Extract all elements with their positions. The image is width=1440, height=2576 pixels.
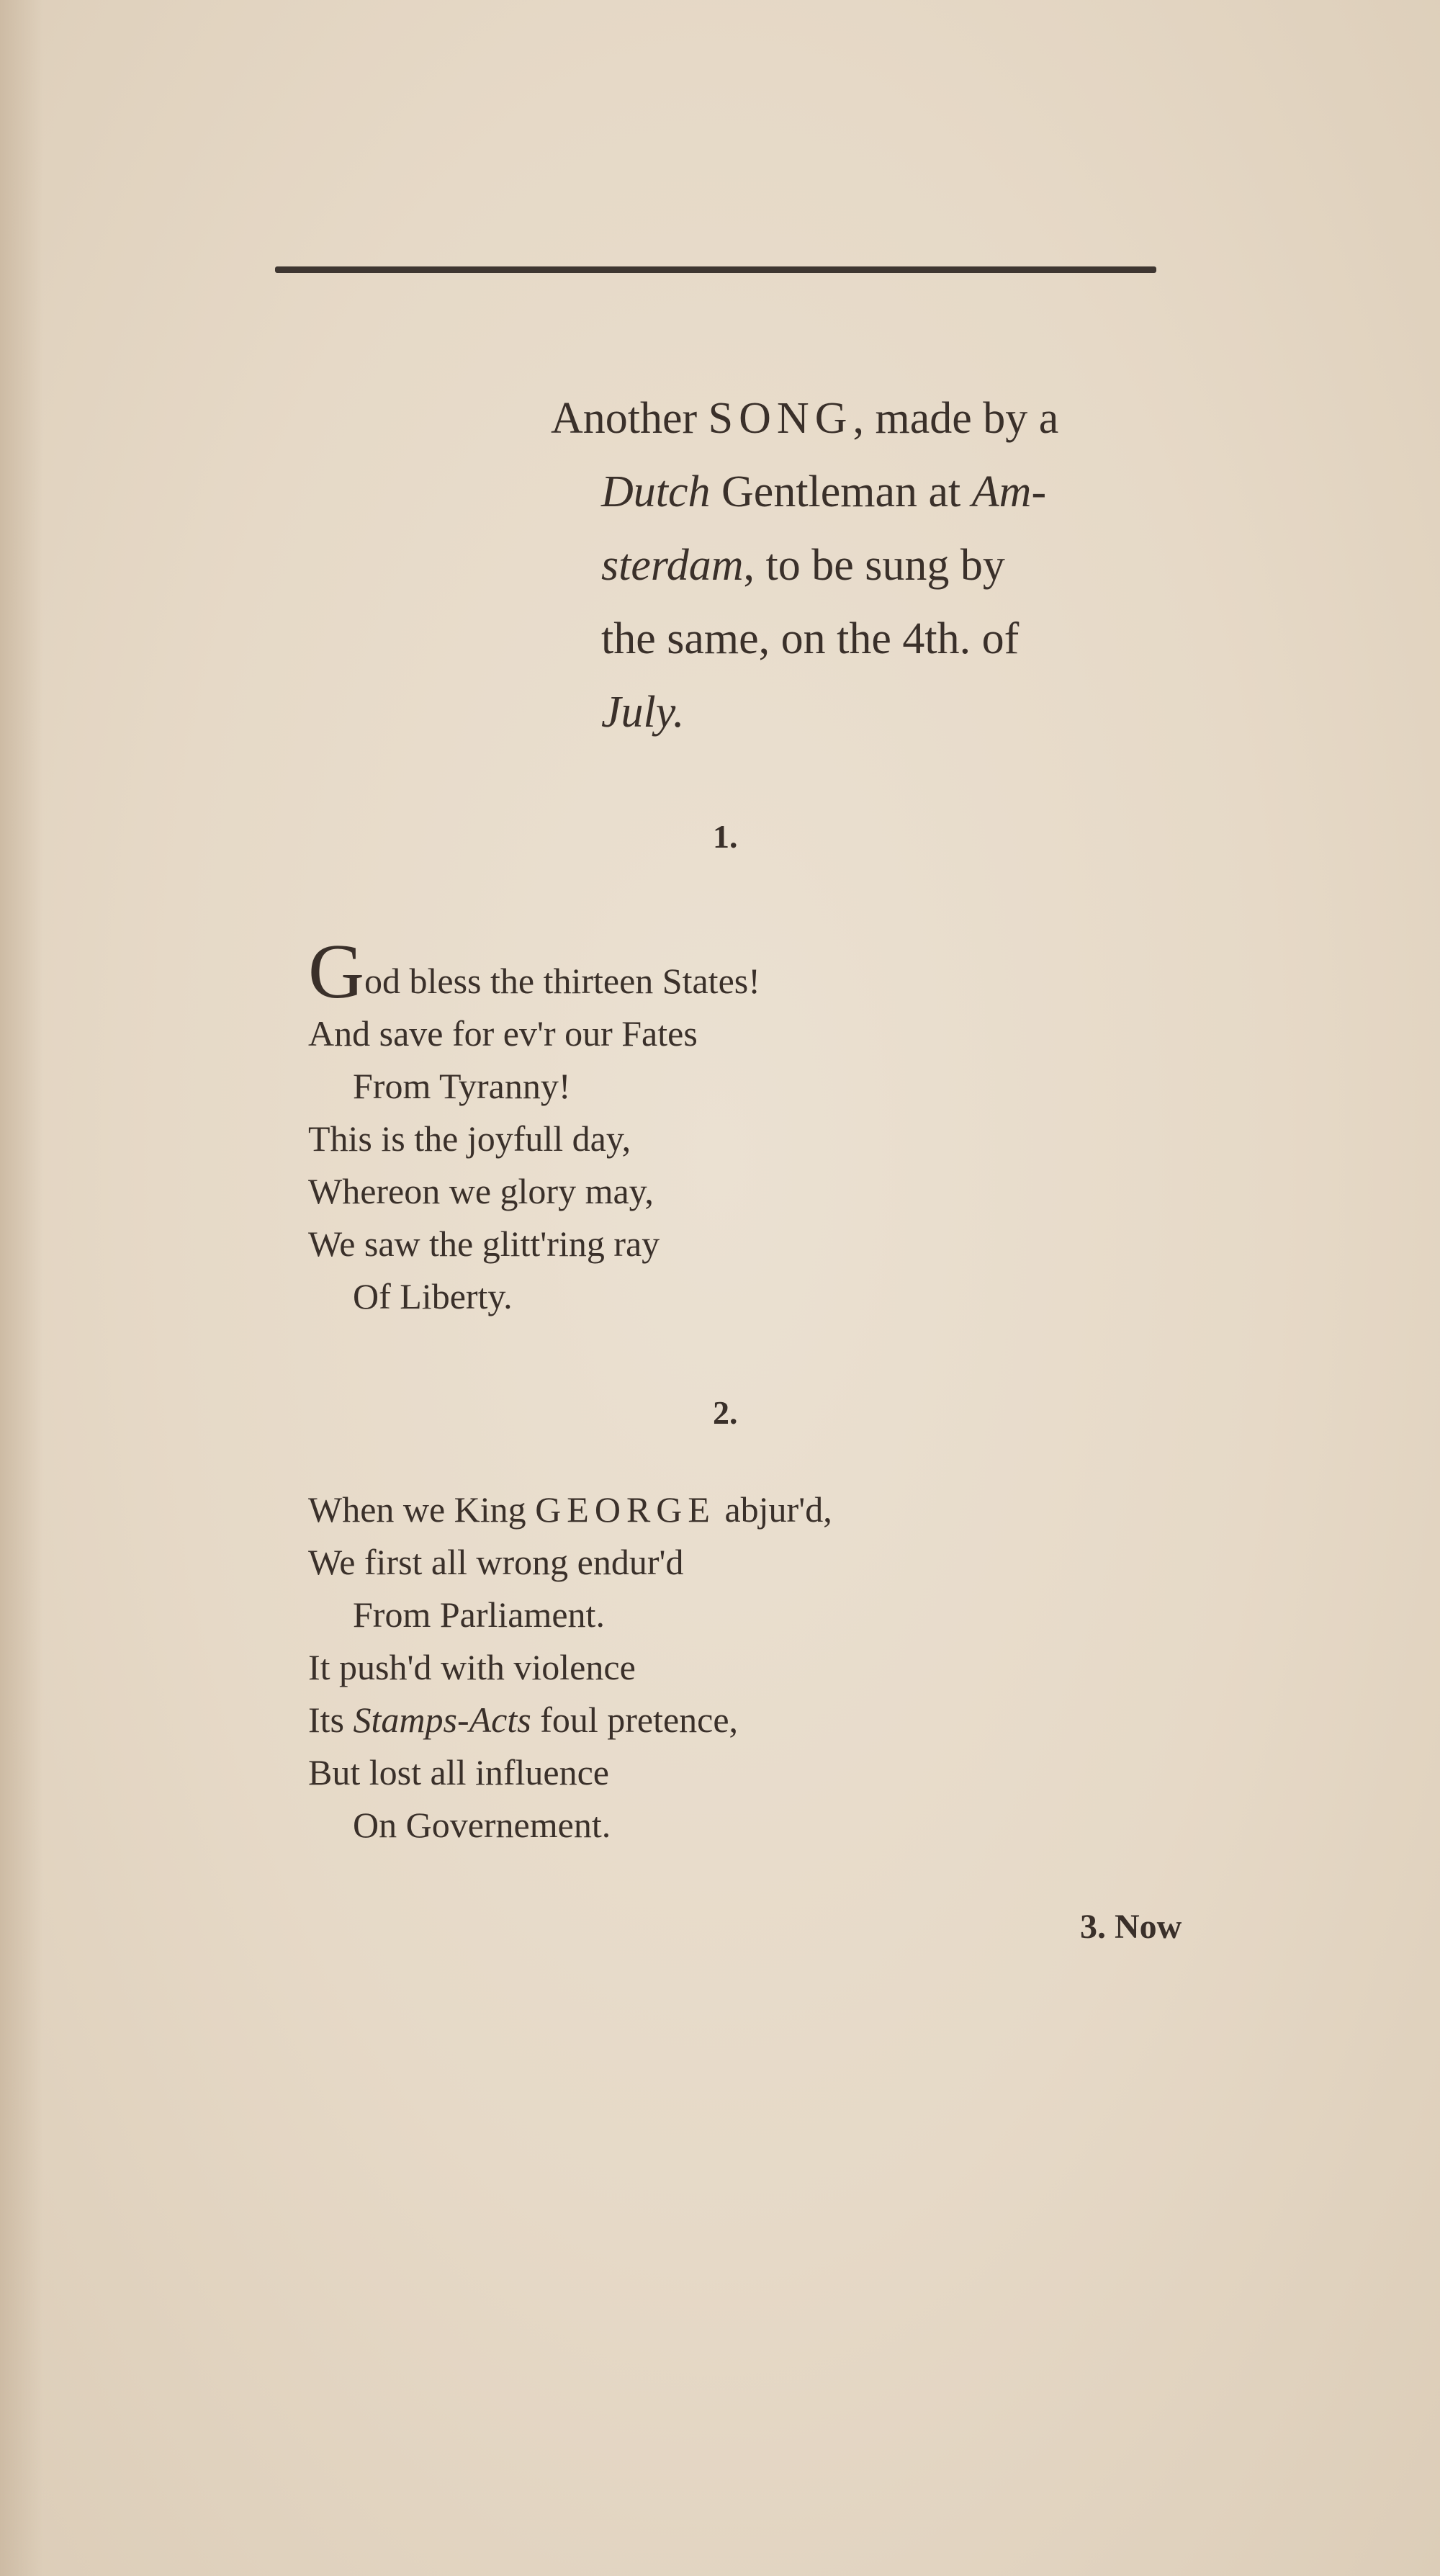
page-gutter-shadow bbox=[0, 0, 43, 2576]
stanza-2-line-6: But lost all influence bbox=[308, 1752, 609, 1792]
stanza-1-line-4: This is the joyfull day, bbox=[308, 1118, 631, 1159]
drop-cap: G bbox=[308, 929, 364, 1015]
heading-line-2: Dutch Gentleman at Am- bbox=[601, 467, 1047, 516]
header-rule bbox=[275, 266, 1156, 273]
heading-line-5: July. bbox=[601, 688, 685, 737]
stanza-2-line-3: From Parliament. bbox=[353, 1594, 605, 1635]
stanza-2-line-7: On Governement. bbox=[353, 1805, 611, 1845]
stanza-1-line-2: And save for ev'r our Fates bbox=[308, 1013, 698, 1054]
catchword: 3. Now bbox=[1080, 1908, 1182, 1946]
stamps-acts-italic: Stamps-Acts bbox=[353, 1700, 531, 1740]
heading-line-3: sterdam, to be sung by bbox=[601, 541, 1005, 590]
stanza-2-line-4: It push'd with violence bbox=[308, 1647, 636, 1687]
heading-line-1: Another SONG, made by a bbox=[551, 394, 1059, 443]
dutch-italic: Dutch bbox=[601, 467, 711, 516]
song-heading bbox=[551, 382, 1199, 749]
stanza-2 bbox=[308, 1484, 832, 1852]
amsterdam-italic-end: sterdam bbox=[601, 541, 744, 590]
stanza-1-line-1: God bless the thirteen States! bbox=[308, 929, 760, 1015]
stanza-1-line-7: Of Liberty. bbox=[353, 1276, 513, 1316]
amsterdam-italic-start: Am- bbox=[971, 467, 1047, 516]
stanza-1-line-6: We saw the glitt'ring ray bbox=[308, 1224, 660, 1264]
stanza-2-line-5: Its Stamps-Acts foul pretence, bbox=[308, 1700, 739, 1740]
stanza-1-line-5: Whereon we glory may, bbox=[308, 1171, 654, 1211]
stanza-2-number: 2. bbox=[713, 1394, 738, 1431]
heading-line-4: the same, on the 4th. of bbox=[601, 614, 1020, 663]
stanza-2-line-2: We first all wrong endur'd bbox=[308, 1542, 684, 1582]
song-word: SONG bbox=[708, 394, 853, 443]
george-word: GEORGE bbox=[535, 1489, 716, 1530]
stanza-1-line-3: From Tyranny! bbox=[353, 1066, 571, 1106]
stanza-1 bbox=[308, 929, 760, 1323]
stanza-1-number: 1. bbox=[713, 818, 738, 855]
stanza-2-line-1: When we King GEORGE abjur'd, bbox=[308, 1489, 832, 1530]
